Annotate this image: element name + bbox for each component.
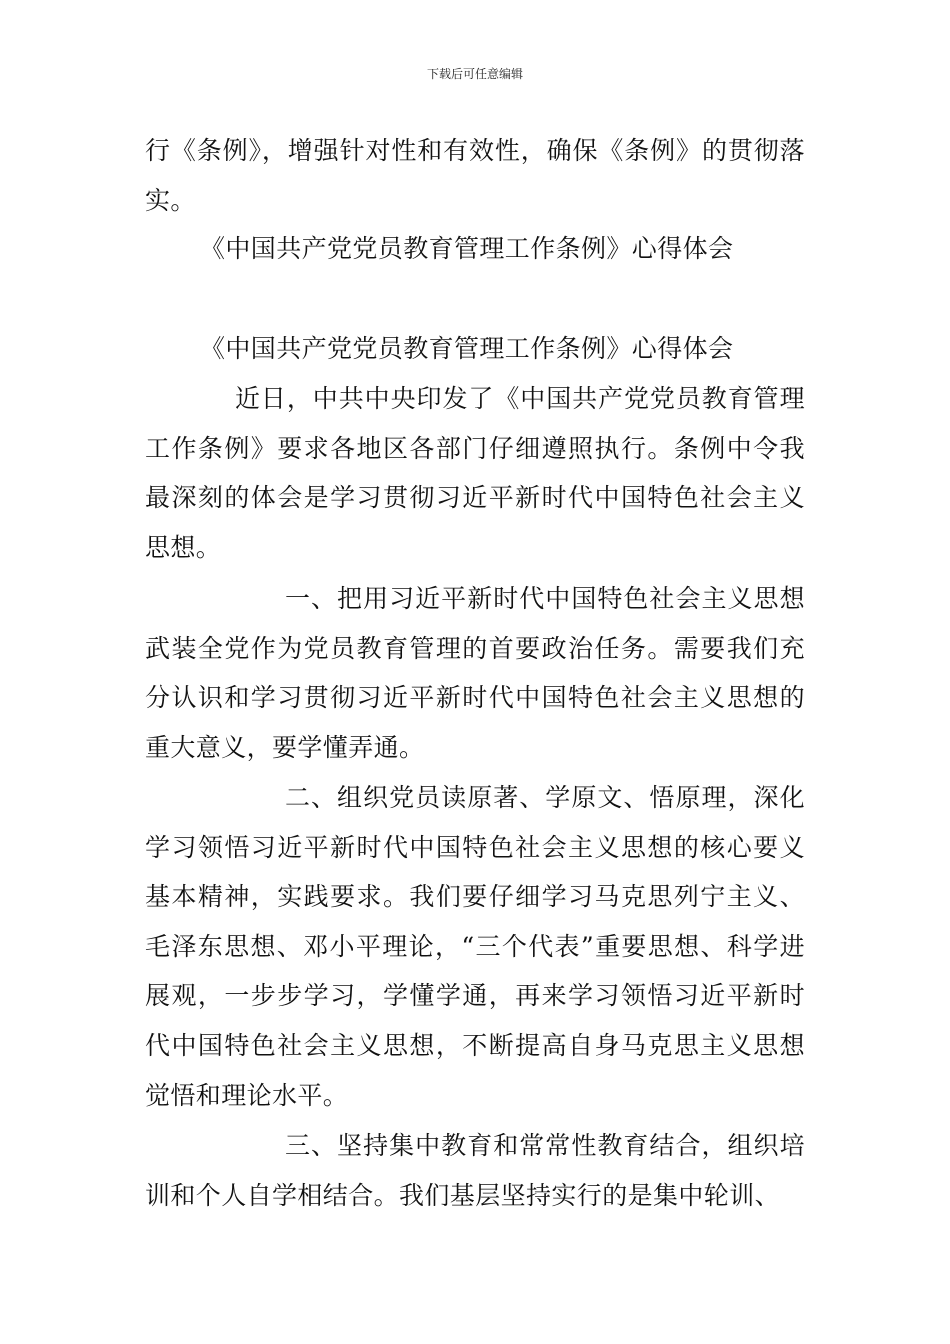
continuation-paragraph: 行《条例》，增强针对性和有效性，确保《条例》的贯彻落实。: [145, 136, 805, 215]
point-two-paragraph: 二、组织党员读原著、学原文、悟原理，深化学习领悟习近平新时代中国特色社会主义思想的核心要义基本精神，实践要求。我们要仔细学习马克思列宁主义、毛泽东思想、邓小平理论，“三个代表”重要思想、科学进展观，一步步学习，学懂学通，再来学习领悟习近平新时代中国特色社会主义思想，不断提高自身马克思主义思想觉悟和理论水平。: [145, 783, 805, 1110]
document-title-second: 《中国共产党党员教育管理工作条例》心得体会: [200, 334, 734, 363]
point-three-paragraph: 三、坚持集中教育和常常性教育结合，组织培训和个人自学相结合。我们基层坚持实行的是集中轮训、: [145, 1131, 805, 1210]
intro-paragraph: 近日，中共中央印发了《中国共产党党员教育管理工作条例》要求各地区各部门仔细遵照执行。条例中令我最深刻的体会是学习贯彻习近平新时代中国特色社会主义思想。: [145, 384, 805, 562]
header-note: 下载后可任意编辑: [426, 67, 523, 81]
document-title-first: 《中国共产党党员教育管理工作条例》心得体会: [200, 234, 734, 263]
point-one-paragraph: 一、把用习近平新时代中国特色社会主义思想武装全党作为党员教育管理的首要政治任务。需要我们充分认识和学习贯彻习近平新时代中国特色社会主义思想的重大意义，要学懂弄通。: [145, 584, 805, 762]
